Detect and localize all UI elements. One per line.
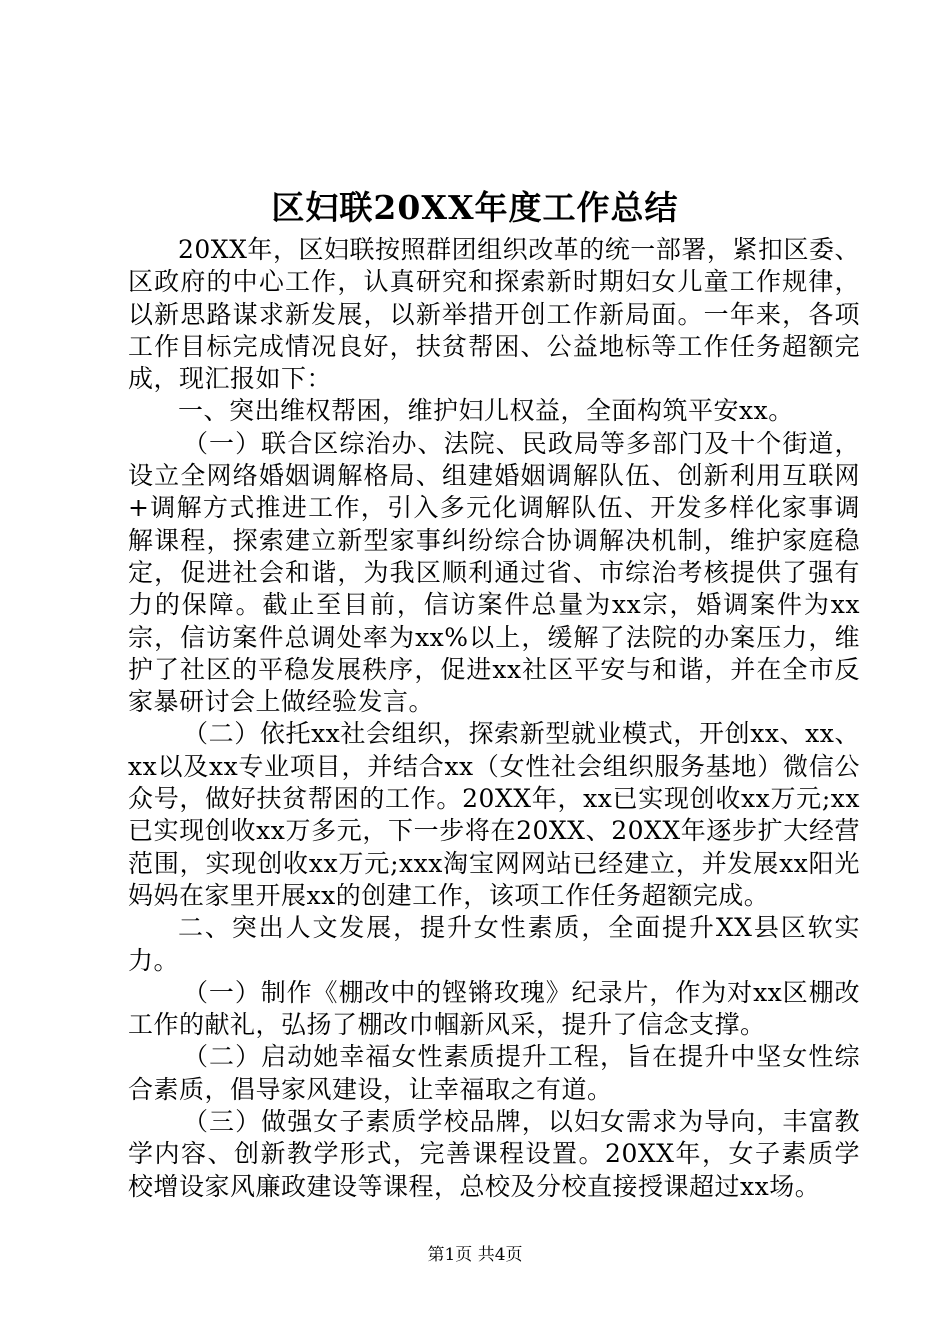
subsection-paragraph: （一）制作《棚改中的铿锵玫瑰》纪录片，作为对xx区棚改工作的献礼，弘扬了棚改巾帼新风采，提升了信念支撑。 bbox=[128, 977, 860, 1040]
section-heading-1: 一、突出维权帮困，维护妇儿权益，全面构筑平安xx。 bbox=[178, 396, 794, 426]
section-heading-2: 二、突出人文发展，提升女性素质，全面提升XX县区软实力。 bbox=[128, 913, 860, 975]
subsection-paragraph: （二）依托xx社会组织，探索新型就业模式，开创xx、xx、xx以及xx专业项目，并结合xx（女性社会组织服务基地）微信公众号，做好扶贫帮困的工作。20XX年，xx已实现创收xx万元;xx已实现创收xx万多元，下一步将在20XX、20XX年逐步扩大经营范围，实现创收xx万元;xxx淘宝网网站已经建立，并发展xx阳光妈妈在家里开展xx的创建工作，该项工作任务超额完成。 bbox=[128, 719, 860, 910]
page-footer: 第1页 共4页 bbox=[427, 1245, 523, 1265]
subsection-paragraph: （一）联合区综治办、法院、民政局等多部门及十个街道，设立全网络婚姻调解格局、组建婚姻调解队伍、创新利用互联网+调解方式推进工作，引入多元化调解队伍、开发多样化家事调解课程，探索建立新型家事纠纷综合协调解决机制，维护家庭稳定，促进社会和谐，为我区顺利通过省、市综治考核提供了强有力的保障。截止至目前，信访案件总量为xx宗，婚调案件为xx宗，信访案件总调处率为xx%以上，缓解了法院的办案压力，维护了社区的平稳发展秩序，促进xx社区平安与和谐，并在全市反家暴研讨会上做经验发言。 bbox=[128, 428, 860, 717]
intro-paragraph: 20XX年，区妇联按照群团组织改革的统一部署，紧扣区委、区政府的中心工作，认真研究和探索新时期妇女儿童工作规律，以新思路谋求新发展，以新举措开创工作新局面。一年来，各项工作目标完成情况良好，扶贫帮困、公益地标等工作任务超额完成，现汇报如下： bbox=[128, 235, 860, 394]
subsection-paragraph: （二）启动她幸福女性素质提升工程，旨在提升中坚女性综合素质，倡导家风建设，让幸福取之有道。 bbox=[128, 1042, 860, 1104]
document-title: 区妇联20XX年度工作总结 bbox=[271, 188, 679, 227]
subsection-paragraph: （三）做强女子素质学校品牌，以妇女需求为导向，丰富教学内容、创新教学形式，完善课程设置。20XX年，女子素质学校增设家风廉政建设等课程，总校及分校直接授课超过xx场。 bbox=[128, 1107, 860, 1201]
document-body bbox=[128, 234, 860, 1203]
